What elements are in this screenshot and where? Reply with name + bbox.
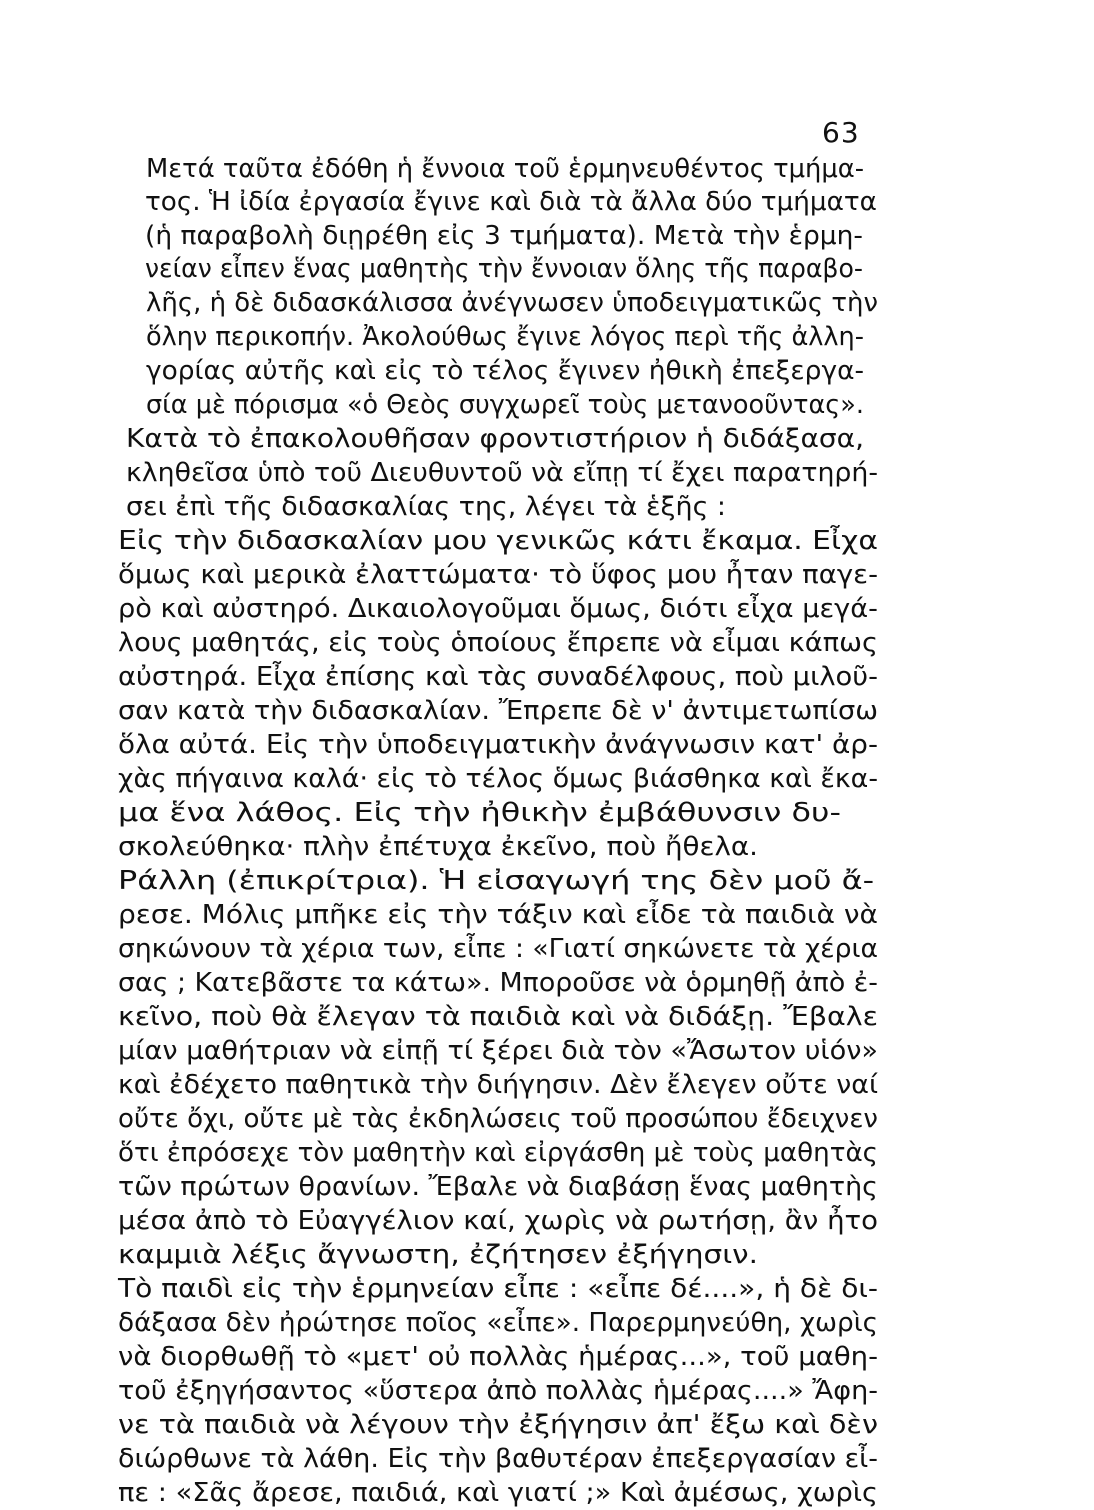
text-line: κεῖνο, ποὺ θὰ ἔλεγαν τὰ παιδιὰ καὶ νὰ διδάξῃ. Ἔβαλε (118, 1002, 879, 1032)
text-line: ὅλην περικοπήν. Ἀκολούθως ἔγινε λόγος περὶ τῆς ἀλλη- (146, 322, 864, 352)
text-line: μα ἕνα λάθος. Εἰς τὴν ἠθικὴν ἐμβάθυνσιν δυ- (118, 798, 841, 828)
text-line: νε τὰ παιδιὰ νὰ λέγουν τὴν ἐξήγησιν ἀπ' ἔξω καὶ δὲν (118, 1410, 878, 1440)
text-line: δάξασα δὲν ἠρώτησε ποῖος «εἶπε». Παρερμηνεύθη, χωρὶς (118, 1308, 879, 1338)
text-line: διώρθωνε τὰ λάθη. Εἰς τὴν βαθυτέραν ἐπεξεργασίαν εἶ- (118, 1444, 879, 1474)
text-line: τος. Ἡ ἰδία ἐργασία ἔγινε καὶ διὰ τὰ ἄλλα δύο τμήματα (145, 187, 877, 217)
text-line: ὅμως καὶ μερικὰ ἐλαττώματα· τὸ ὕφος μου ἦταν παγε- (118, 560, 879, 590)
page-number: 63 (822, 116, 860, 149)
text-line: σηκώνουν τὰ χέρια των, εἶπε : «Γιατί σηκώνετε τὰ χέρια (118, 934, 879, 964)
text-line: κληθεῖσα ὑπὸ τοῦ Διευθυντοῦ νὰ εἴπῃ τί ἔχει παρατηρή- (126, 458, 879, 488)
text-line: σκολεύθηκα· πλὴν ἐπέτυχα ἐκεῖνο, ποὺ ἤθελα. (118, 832, 759, 862)
text-line: Τὸ παιδὶ εἰς τὴν ἑρμηνείαν εἶπε : «εἶπε δέ....», ἡ δὲ δι- (118, 1274, 878, 1304)
text-line: Εἰς τὴν διδασκαλίαν μου γενικῶς κάτι ἔκαμα. Εἶχα (118, 526, 878, 556)
text-line: νὰ διορθωθῇ τὸ «μετ' οὐ πολλὰς ἡμέρας...», τοῦ μαθη- (118, 1342, 879, 1372)
text-line: μέσα ἀπὸ τὸ Εὐαγγέλιον καί, χωρὶς νὰ ρωτήσῃ, ἂν ἦτο (118, 1206, 879, 1236)
text-line: μίαν μαθήτριαν νὰ εἰπῇ τί ξέρει διὰ τὸν «Ἄσωτον υἱόν» (118, 1036, 879, 1066)
text-line: λῆς, ἡ δὲ διδασκάλισσα ἀνέγνωσεν ὑποδειγματικῶς τὴν (146, 288, 879, 318)
text-line: γορίας αὐτῆς καὶ εἰς τὸ τέλος ἔγινεν ἠθικὴ ἐπεξεργα- (146, 356, 865, 386)
text-line: νείαν εἶπεν ἕνας μαθητὴς τὴν ἔννοιαν ὅλης τῆς παραβο- (145, 254, 863, 284)
text-line: ρὸ καὶ αὐστηρό. Δικαιολογοῦμαι ὅμως, διότι εἶχα μεγά- (118, 594, 878, 624)
text-line: καμμιὰ λέξις ἄγνωστη, ἐζήτησεν ἐξήγησιν. (118, 1240, 758, 1270)
text-line: σει ἐπὶ τῆς διδασκαλίας της, λέγει τὰ ἑξῆς : (126, 492, 726, 522)
text-line: Κατὰ τὸ ἐπακολουθῆσαν φροντιστήριον ἡ διδάξασα, (126, 424, 865, 454)
text-line: πε : «Σᾶς ἄρεσε, παιδιά, καὶ γιατί ;» Καὶ ἀμέσως, χωρὶς (118, 1478, 879, 1508)
text-line: τῶν πρώτων θρανίων. Ἔβαλε νὰ διαβάσῃ ἕνας μαθητὴς (118, 1172, 878, 1202)
text-line: αὐστηρά. Εἶχα ἐπίσης καὶ τὰς συναδέλφους, ποὺ μιλοῦ- (118, 662, 879, 692)
text-line: ὅτι ἐπρόσεχε τὸν μαθητὴν καὶ εἰργάσθη μὲ τοὺς μαθητὰς (118, 1138, 879, 1168)
text-line: καὶ ἐδέχετο παθητικὰ τὴν διήγησιν. Δὲν ἔλεγεν οὔτε ναί (118, 1070, 879, 1100)
text-line: χὰς πήγαινα καλά· εἰς τὸ τέλος ὅμως βιάσθηκα καὶ ἔκα- (118, 764, 879, 794)
text-line: σαν κατὰ τὴν διδασκαλίαν. Ἔπρεπε δὲ ν' ἀντιμετωπίσω (118, 696, 879, 726)
text-line: Μετά ταῦτα ἐδόθη ἡ ἔννοια τοῦ ἑρμηνευθέντος τμήμα- (146, 154, 865, 184)
text-line: σία μὲ πόρισμα «ὁ Θεὸς συγχωρεῖ τοὺς μετανοοῦντας». (146, 390, 864, 420)
text-line: ὅλα αὐτά. Εἰς τὴν ὑποδειγματικὴν ἀνάγνωσιν κατ' ἀρ- (118, 730, 878, 760)
text-line: σας ; Κατεβᾶστε τα κάτω». Μποροῦσε νὰ ὁρμηθῇ ἀπὸ ἐ- (118, 968, 878, 998)
text-line: ρεσε. Μόλις μπῆκε εἰς τὴν τάξιν καὶ εἶδε τὰ παιδιὰ νὰ (118, 900, 879, 930)
text-line: Ράλλη (ἐπικρίτρια). Ἡ εἰσαγωγή της δὲν μοῦ ἄ- (118, 866, 875, 896)
text-line: (ἡ παραβολὴ διῃρέθη εἰς 3 τμήματα). Μετὰ τὴν ἑρμη- (145, 221, 863, 251)
text-line: οὔτε ὄχι, οὔτε μὲ τὰς ἐκδηλώσεις τοῦ προσώπου ἔδειχνεν (118, 1104, 878, 1134)
text-line: τοῦ ἐξηγήσαντος «ὕστερα ἀπὸ πολλὰς ἡμέρας....» Ἄφη- (118, 1376, 879, 1406)
text-line: λους μαθητάς, εἰς τοὺς ὁποίους ἔπρεπε νὰ εἶμαι κάπως (118, 628, 878, 658)
